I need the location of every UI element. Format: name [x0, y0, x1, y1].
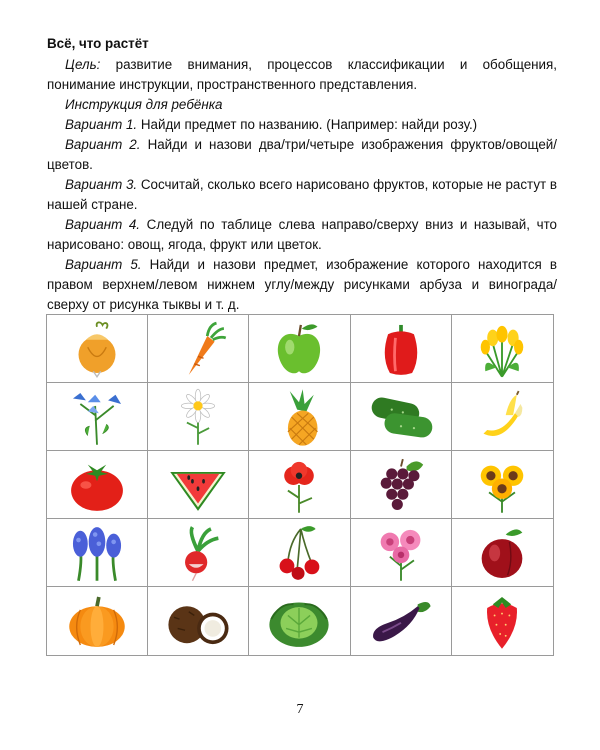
grid-cell [47, 315, 148, 383]
cucumbers-icon [364, 387, 438, 447]
bell-pepper-icon [364, 319, 438, 379]
variant-label: Вариант 1. [65, 117, 138, 132]
grid-cell [452, 587, 553, 655]
goal-paragraph [47, 55, 557, 95]
goal-label: Цель: [65, 57, 101, 72]
coconut-icon [161, 591, 235, 651]
grid-cell [351, 519, 452, 587]
carrot-icon [161, 319, 235, 379]
roses-icon [364, 523, 438, 583]
grid-cell [148, 383, 249, 451]
variant-2 [47, 135, 557, 175]
page-title: Всё, что растёт [47, 36, 149, 51]
tomato-icon [60, 455, 134, 515]
variant-4 [47, 215, 557, 255]
instructions-text [47, 34, 557, 315]
strawberry-icon [465, 591, 539, 651]
goal-text: развитие внимания, процессов классификации и обобщения, понимание инструкции, пространственного представления. [47, 57, 557, 92]
variant-text: Найди и назови два/три/четыре изображения фруктов/овощей/цветов. [47, 137, 557, 172]
hyacinth-icon [60, 523, 134, 583]
variant-text: Сосчитай, сколько всего нарисовано фруктов, которые не растут в нашей стране. [47, 177, 557, 212]
grid-cell [452, 315, 553, 383]
grid-cell [452, 519, 553, 587]
grid-cell [351, 451, 452, 519]
tulips-icon [465, 319, 539, 379]
grid-cell [351, 587, 452, 655]
grid-cell [47, 587, 148, 655]
grid-cell [452, 451, 553, 519]
grid-cell [452, 383, 553, 451]
onion-icon [60, 319, 134, 379]
instruction-heading: Инструкция для ребёнка [65, 97, 223, 112]
grid-cell [148, 315, 249, 383]
variant-label: Вариант 4. [65, 217, 141, 232]
picture-grid [46, 314, 554, 656]
variant-text: Найди и назови предмет, изображение которого находится в правом верхнем/левом нижнем углу/между рисунками арбуза и винограда/сверху от рисунка тыквы и т. д. [47, 257, 557, 312]
variant-text: Следуй по таблице слева направо/сверху вниз и называй, что нарисовано: овощ, ягода, фрукт или цветок. [47, 217, 557, 252]
plum-icon [465, 523, 539, 583]
poppy-icon [262, 455, 336, 515]
grid-cell [249, 587, 350, 655]
variant-label: Вариант 3. [65, 177, 138, 192]
grid-cell [47, 451, 148, 519]
grid-cell [47, 383, 148, 451]
variant-label: Вариант 2. [65, 137, 141, 152]
cabbage-icon [262, 591, 336, 651]
variant-5 [47, 255, 557, 315]
cherries-icon [262, 523, 336, 583]
bluebell-flower-icon [60, 387, 134, 447]
grid-cell [351, 315, 452, 383]
variant-3 [47, 175, 557, 215]
pineapple-icon [262, 387, 336, 447]
grid-cell [249, 383, 350, 451]
grid-cell [351, 383, 452, 451]
chamomile-icon [161, 387, 235, 447]
grid-cell [249, 315, 350, 383]
banana-icon [465, 387, 539, 447]
grid-cell [47, 519, 148, 587]
page-number: 7 [296, 702, 304, 717]
grid-cell [249, 451, 350, 519]
grid-cell [148, 451, 249, 519]
eggplant-icon [364, 591, 438, 651]
grapes-icon [364, 455, 438, 515]
grid-cell [148, 587, 249, 655]
sunflowers-icon [465, 455, 539, 515]
variant-1 [47, 115, 557, 135]
variant-text: Найди предмет по названию. (Например: найди розу.) [140, 117, 478, 132]
pumpkin-icon [60, 591, 134, 651]
radish-icon [161, 523, 235, 583]
watermelon-slice-icon [161, 455, 235, 515]
variant-label: Вариант 5. [65, 257, 142, 272]
apple-icon [262, 319, 336, 379]
grid-cell [249, 519, 350, 587]
grid-cell [148, 519, 249, 587]
